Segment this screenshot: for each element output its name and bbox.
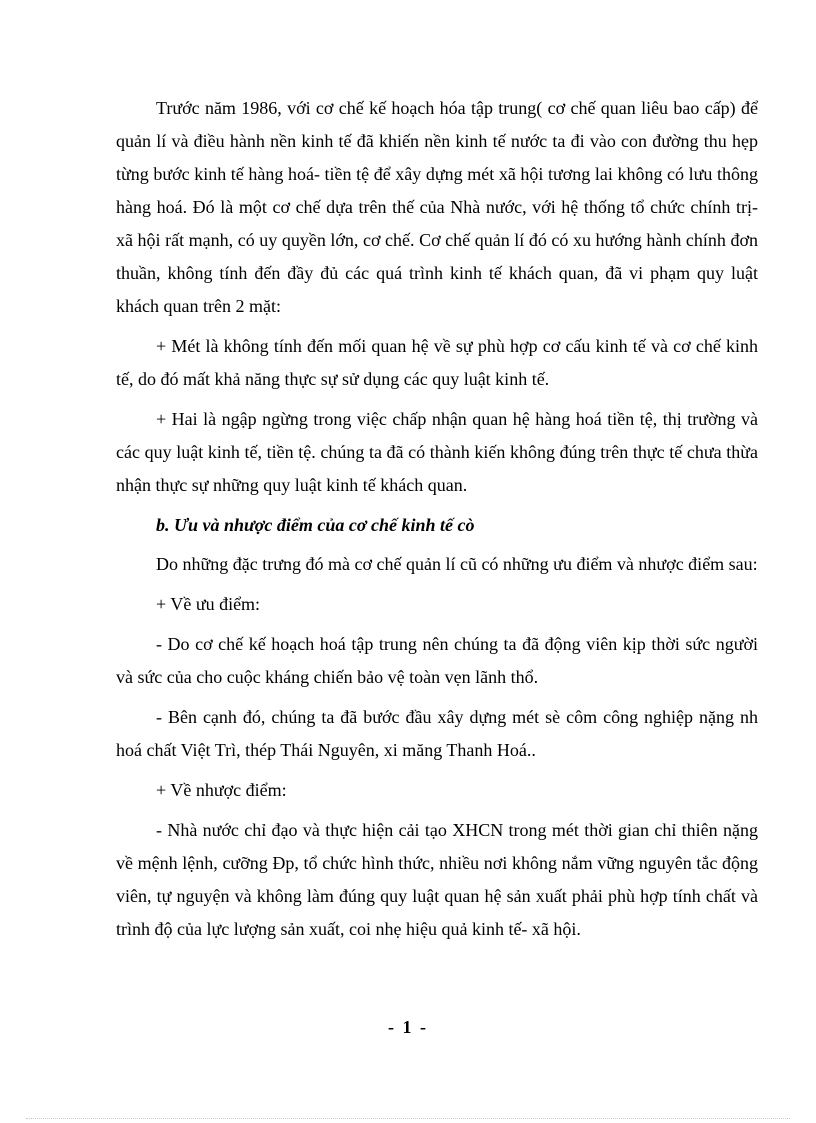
footer-divider (26, 1118, 790, 1119)
point-two-paragraph: + Hai là ngập ngừng trong việc chấp nhận quan hệ hàng hoá tiền tệ, thị trường và các quy luật kinh tế, tiền tệ. chúng ta đã có thành kiến không đúng trên thực tế chưa thừa nhận thực sự những quy luật kinh tế khách quan. (116, 409, 758, 495)
page-number: - 1 - (388, 1017, 428, 1037)
advantage-one-paragraph: - Do cơ chế kế hoạch hoá tập trung nên chúng ta đã động viên kịp thời sức người và sức của cho cuộc kháng chiến bảo vệ toàn vẹn lãnh thổ. (116, 634, 758, 687)
advantages-heading: + Về ưu điểm: (156, 594, 261, 614)
section-heading: b. Ưu và nhược điểm của cơ chế kinh tế cò (156, 515, 475, 535)
disadvantages-heading: + Về nhược điểm: (156, 780, 287, 800)
intro-paragraph: Trước năm 1986, với cơ chế kế hoạch hóa tập trung( cơ chế quan liêu bao cấp) để quản lí và điều hành nền kinh tế đã khiến nền kinh tế nước ta đi vào con đường thu hẹp từng bước kinh tế hàng hoá- tiền tệ để xây dựng mét xã hội tương lai không có lưu thông hàng hoá. Đó là một cơ chế dựa trên thế của Nhà nước, với hệ thống tổ chức chính trị- xã hội rất mạnh, có uy quyền lớn, cơ chế. Cơ chế quản lí đó có xu hướng hành chính đơn thuần, không tính đến đầy đủ các quá trình kinh tế khách quan, đã vi phạm quy luật khách quan trên 2 mặt: (116, 98, 758, 316)
point-one-paragraph: + Mét là không tính đến mối quan hệ về sự phù hợp cơ cấu kinh tế và cơ chế kinh tế, do đó mất khả năng thực sự sử dụng các quy luật kinh tế. (116, 336, 758, 389)
characteristics-paragraph: Do những đặc trưng đó mà cơ chế quản lí cũ có những ưu điểm và nhược điểm sau: (156, 554, 758, 574)
advantage-two-paragraph: - Bên cạnh đó, chúng ta đã bước đầu xây dựng mét sè côm công nghiệp nặng nh hoá chất Việt Trì, thép Thái Nguyên, xi măng Thanh Hoá.. (116, 707, 772, 760)
document-body (116, 92, 772, 953)
disadvantage-one-paragraph: - Nhà nước chỉ đạo và thực hiện cải tạo XHCN trong mét thời gian chỉ thiên nặng về mệnh lệnh, cưỡng Đp, tổ chức hình thức, nhiều nơi không nắm vững nguyên tắc động viên, tự nguyện và không làm đúng quy luật quan hệ sản xuất phải phù hợp tính chất và trình độ của lực lượng sản xuất, coi nhẹ hiệu quả kinh tế- xã hội. (116, 820, 758, 939)
